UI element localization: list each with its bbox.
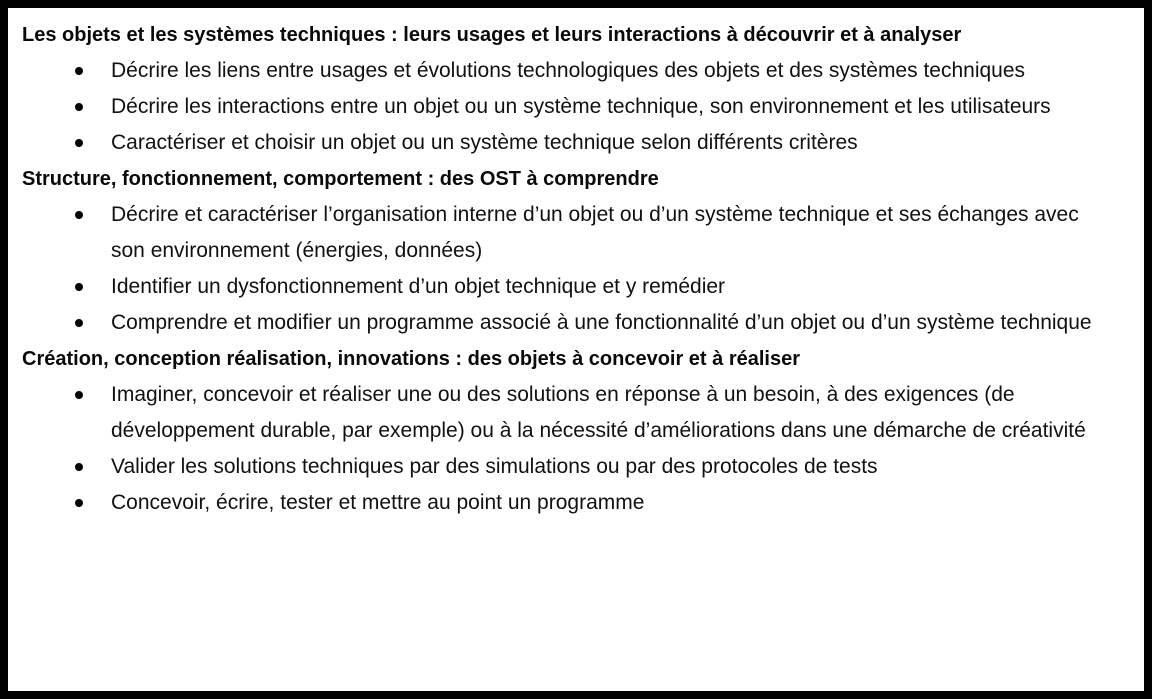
bullet-item	[22, 485, 1114, 521]
bullet-list	[22, 377, 1114, 521]
bullet-icon	[75, 139, 83, 147]
bullet-icon	[75, 283, 83, 291]
bullet-list	[22, 197, 1114, 341]
bullet-item	[22, 197, 1114, 269]
bullet-icon	[75, 391, 83, 399]
bullet-icon	[75, 67, 83, 75]
bullet-text: Caractériser et choisir un objet ou un système technique selon différents critères	[111, 131, 858, 154]
bullet-text: Identifier un dysfonctionnement d’un objet technique et y remédier	[111, 275, 726, 298]
bullet-item	[22, 89, 1114, 125]
bullet-text: Décrire les interactions entre un objet ou un système technique, son environnement et les utilisateurs	[111, 95, 1051, 118]
bullet-text: Comprendre et modifier un programme associé à une fonctionnalité d’un objet ou d’un système technique	[111, 311, 1092, 334]
bullet-icon	[75, 211, 83, 219]
section-creation-conception	[22, 341, 1114, 521]
section-heading: Structure, fonctionnement, comportement : des OST à comprendre	[22, 168, 659, 190]
bullet-text: Concevoir, écrire, tester et mettre au point un programme	[111, 491, 645, 514]
bullet-item	[22, 125, 1114, 161]
document-content	[8, 8, 1144, 521]
bullet-item	[22, 53, 1114, 89]
bullet-item	[22, 305, 1114, 341]
bullet-text: Décrire et caractériser l’organisation interne d’un objet ou d’un système technique et ses échanges avec son environnement (énergies, données)	[111, 203, 1079, 262]
section-objets-systemes	[22, 17, 1114, 161]
bullet-item	[22, 449, 1114, 485]
bullet-text: Décrire les liens entre usages et évolutions technologiques des objets et des systèmes techniques	[111, 59, 1026, 82]
bullet-icon	[75, 319, 83, 327]
section-heading: Création, conception réalisation, innovations : des objets à concevoir et à réaliser	[22, 348, 800, 370]
bullet-text: Valider les solutions techniques par des simulations ou par des protocoles de tests	[111, 455, 878, 478]
section-structure-fonctionnement	[22, 161, 1114, 341]
bullet-icon	[75, 103, 83, 111]
bullet-icon	[75, 463, 83, 471]
bullet-list	[22, 53, 1114, 161]
bullet-item	[22, 377, 1114, 449]
bullet-text: Imaginer, concevoir et réaliser une ou des solutions en réponse à un besoin, à des exigences (de développement durable, par exemple) ou à la nécessité d’améliorations dans une démarche de créativité	[111, 383, 1086, 442]
bullet-icon	[75, 499, 83, 507]
bullet-item	[22, 269, 1114, 305]
section-heading: Les objets et les systèmes techniques : leurs usages et leurs interactions à découvrir et à analyser	[22, 24, 962, 46]
